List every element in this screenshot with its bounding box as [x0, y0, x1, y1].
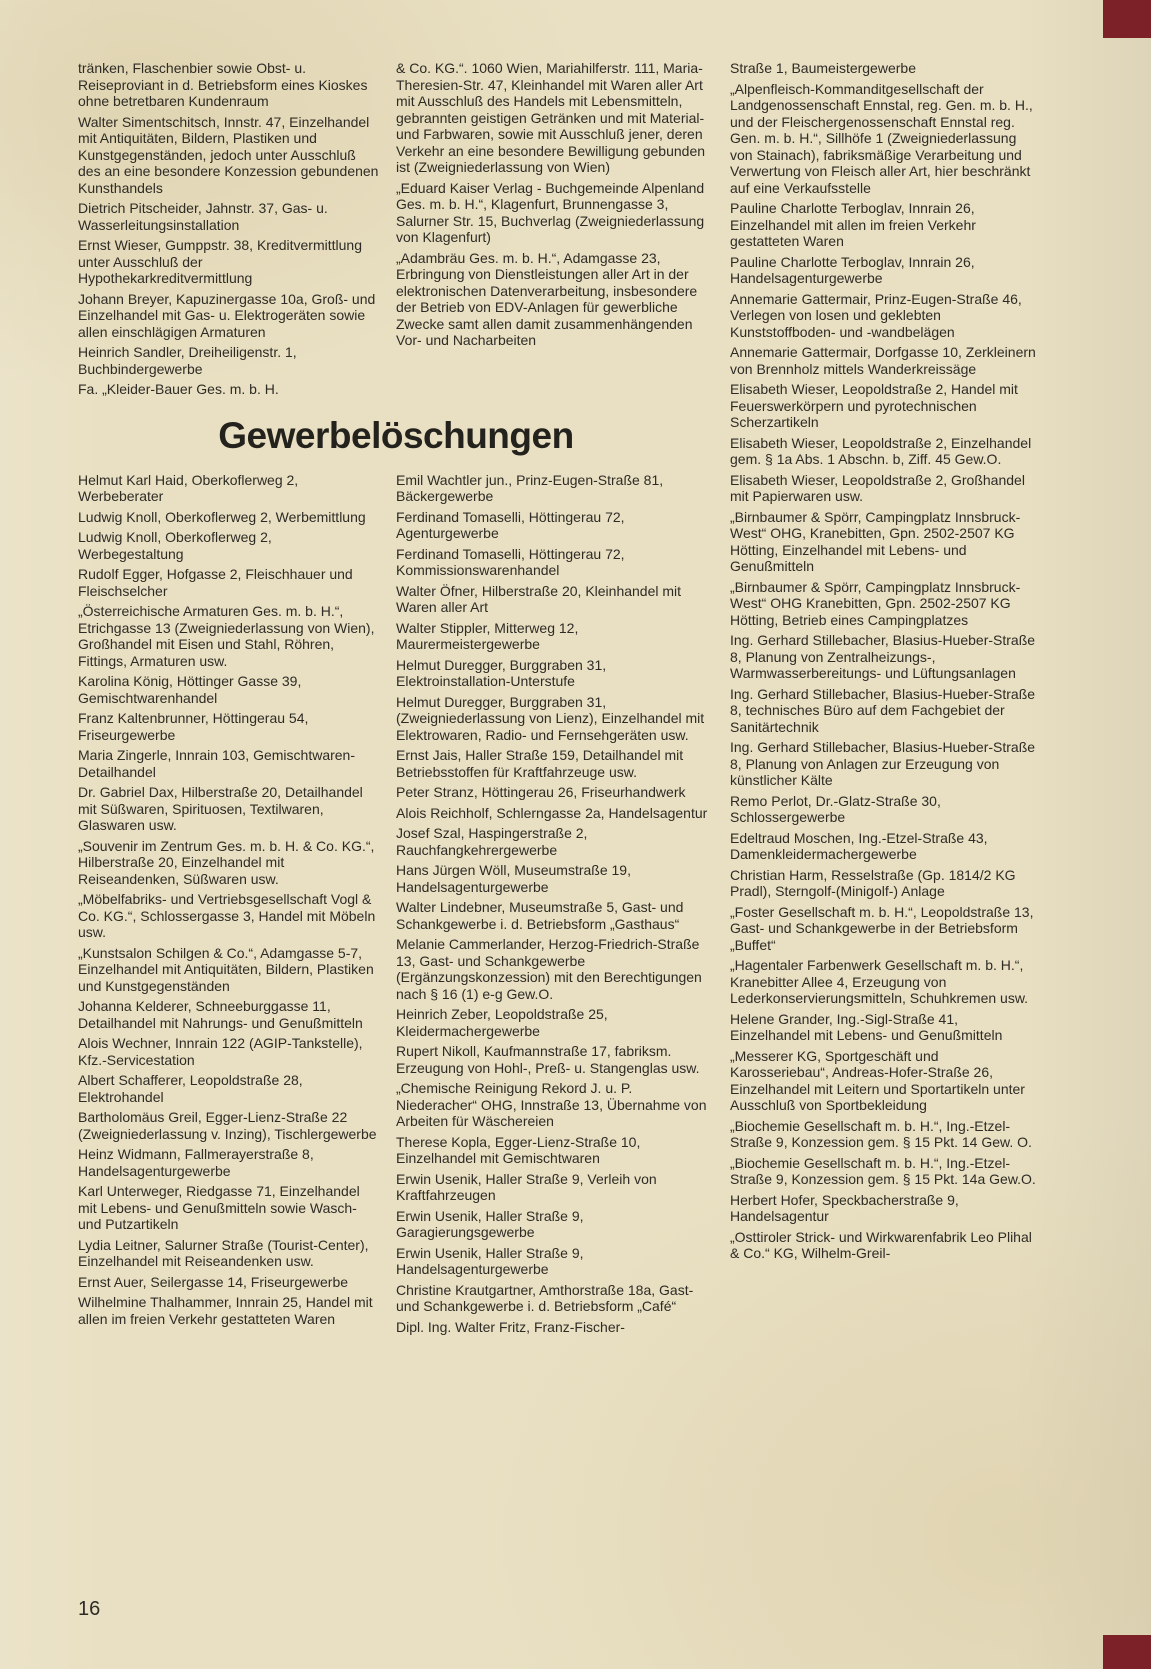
column-2-bottom — [396, 472, 714, 1340]
registry-entry: „Biochemie Gesellschaft m. b. H.“, Ing.-Etzel-Straße 9, Konzession gem. § 15 Pkt. 14a Gew.O. — [730, 1154, 1036, 1187]
registry-entry: Johann Breyer, Kapuzinergasse 10a, Groß- und Einzelhandel mit Gas- u. Elektrogeräten sowie allen einschlägigen Armaturen — [78, 290, 376, 340]
section-heading: Gewerbelöschungen — [218, 414, 574, 456]
column-1-bottom — [78, 472, 380, 1332]
registry-entry: Fa. „Kleider-Bauer Ges. m. b. H. — [78, 381, 279, 397]
registry-entry: Ing. Gerhard Stillebacher, Blasius-Hueber-Straße 8, Planung von Zentralheizungs-, Warmwasserbereitungs- und Lüftungsanlagen — [730, 632, 1036, 681]
registry-entry: Melanie Cammerlander, Herzog-Friedrich-Straße 13, Gast- und Schankgewerbe (Ergänzungskonzession) mit den Berechtigungen nach § 16 (1) e-g Gew.O. — [396, 936, 702, 1002]
registry-entry: Lydia Leitner, Salurner Straße (Tourist-Center), Einzelhandel mit Reiseandenken usw. — [78, 1236, 369, 1269]
page-content — [78, 60, 1041, 1339]
top-row — [78, 60, 714, 402]
registry-entry: Albert Schafferer, Leopoldstraße 28, Elektrohandel — [78, 1072, 303, 1105]
registry-entry: „Biochemie Gesellschaft m. b. H.“, Ing.-Etzel-Straße 9, Konzession gem. § 15 Pkt. 14 Gew. O. — [730, 1117, 1032, 1150]
registry-entry: Erwin Usenik, Haller Straße 9, Garagierungsgewerbe — [396, 1207, 584, 1240]
registry-entry: Alois Reichholf, Schlerngasse 2a, Handelsagentur — [396, 804, 708, 821]
registry-entry: Helmut Duregger, Burggraben 31, (Zweigniederlassung von Lienz), Einzelhandel mit Elektrowaren, Radio- und Fernsehgeräten usw. — [396, 693, 705, 743]
registry-entry: Walter Simentschitsch, Innstr. 47, Einzelhandel mit Antiquitäten, Bildern, Plastiken und Kunstgegenständen, jedoch unter Ausschluß des an eine besondere Konzession gebundenen Kunsthandels — [78, 113, 379, 196]
registry-entry: Elisabeth Wieser, Leopoldstraße 2, Einzelhandel gem. § 1a Abs. 1 Abschn. b, Ziff. 45 Gew.O. — [730, 434, 1032, 467]
registry-entry: Helene Grander, Ing.-Sigl-Straße 41, Einzelhandel mit Lebens- und Genußmitteln — [730, 1010, 1003, 1043]
registry-entry: Herbert Hofer, Speckbacherstraße 9, Handelsagentur — [730, 1191, 959, 1224]
left-columns-block — [78, 60, 714, 1339]
registry-entry: Franz Kaltenbrunner, Höttingerau 54, Friseurgewerbe — [78, 710, 309, 743]
registry-entry: „Souvenir im Zentrum Ges. m. b. H. & Co. KG.“, Hilberstraße 20, Einzelhandel mit Reiseandenken, Süßwaren usw. — [78, 837, 375, 887]
registry-entry: „Osttiroler Strick- und Wirkwarenfabrik Leo Plihal & Co.“ KG, Wilhelm-Greil- — [730, 1228, 1032, 1261]
registry-entry: Karl Unterweger, Riedgasse 71, Einzelhandel mit Lebens- und Genußmitteln sowie Wasch- und Putzartikeln — [78, 1183, 360, 1232]
registry-entry: Wilhelmine Thalhammer, Innrain 25, Handel mit allen im freien Verkehr gestatteten Waren — [78, 1294, 373, 1327]
registry-entry: Helmut Duregger, Burggraben 31, Elektroinstallation-Unterstufe — [396, 656, 607, 689]
column-3 — [730, 60, 1041, 1266]
registry-entry: Helmut Karl Haid, Oberkoflerweg 2, Werbeberater — [78, 471, 299, 504]
registry-entry: Ing. Gerhard Stillebacher, Blasius-Hueber-Straße 8, Planung von Anlagen zur Erzeugung von künstlicher Kälte — [730, 739, 1036, 788]
registry-entry: Heinrich Sandler, Dreiheiligenstr. 1, Buchbindergewerbe — [78, 344, 297, 377]
registry-entry: Rupert Nikoll, Kaufmannstraße 17, fabriksm. Erzeugung von Hohl-, Preß- u. Stangenglas usw. — [396, 1043, 700, 1076]
registry-entry: Annemarie Gattermair, Dorfgasse 10, Zerkleinern von Brennholz mittels Wanderkreissäge — [730, 344, 1036, 377]
registry-entry: Ludwig Knoll, Oberkoflerweg 2, Werbegestaltung — [78, 529, 272, 562]
registry-entry: Emil Wachtler jun., Prinz-Eugen-Straße 81, Bäckergewerbe — [396, 471, 664, 504]
registry-entry: „Eduard Kaiser Verlag - Buchgemeinde Alpenland Ges. m. b. H.“, Klagenfurt, Brunnengasse 3, Salurner Str. 15, Buchverlag (Zweigniederlassung von Klagenfurt) — [396, 179, 705, 245]
registry-entry: Pauline Charlotte Terboglav, Innrain 26, Handelsagenturgewerbe — [730, 253, 975, 286]
registry-entry: Remo Perlot, Dr.-Glatz-Straße 30, Schlossergewerbe — [730, 792, 941, 825]
registry-entry: Walter Lindebner, Museumstraße 5, Gast- und Schankgewerbe i. d. Betriebsform „Gasthaus“ — [396, 899, 684, 932]
registry-entry: Johanna Kelderer, Schneeburggasse 11, Detailhandel mit Nahrungs- und Genußmitteln — [78, 998, 363, 1031]
registry-entry: Maria Zingerle, Innrain 103, Gemischtwaren-Detailhandel — [78, 747, 356, 780]
registry-entry: Christian Harm, Resselstraße (Gp. 1814/2 KG Pradl), Sterngolf-(Minigolf-) Anlage — [730, 866, 1016, 899]
registry-entry: Heinz Widmann, Fallmerayerstraße 8, Handelsagenturgewerbe — [78, 1146, 314, 1179]
registry-entry: Erwin Usenik, Haller Straße 9, Verleih von Kraftfahrzeugen — [396, 1170, 657, 1203]
registry-entry: Hans Jürgen Wöll, Museumstraße 19, Handelsagenturgewerbe — [396, 862, 631, 895]
registry-entry: „Foster Gesellschaft m. b. H.“, Leopoldstraße 13, Gast- und Schankgewerbe in der Betriebsform „Buffet“ — [730, 903, 1034, 953]
registry-entry: Ferdinand Tomaselli, Höttingerau 72, Kommissionswarenhandel — [396, 545, 625, 578]
bottom-row — [78, 472, 714, 1340]
red-corner-mark-top — [1103, 0, 1151, 38]
registry-entry: Ernst Wieser, Gumppstr. 38, Kreditvermittlung unter Ausschluß der Hypothekarkreditvermittlung — [78, 237, 362, 286]
registry-entry: & Co. KG.“. 1060 Wien, Mariahilferstr. 111, Maria-Theresien-Str. 47, Kleinhandel mit Waren aller Art mit Ausschluß des Handels mit Lebensmitteln, gebrannten geistigen Getränken und mit Material- und Farbwaren, sowie mit Ausschluß jener, deren Verkehr an eine besondere Bewilligung gebunden ist (Zweigniederlassung von Wien) — [396, 60, 706, 175]
registry-entry: „Möbelfabriks- und Vertriebsgesellschaft Vogl & Co. KG.“, Schlossergasse 3, Handel mit Möbeln usw. — [78, 891, 376, 940]
registry-entry: Therese Kopla, Egger-Lienz-Straße 10, Einzelhandel mit Gemischtwaren — [396, 1133, 641, 1166]
registry-entry: Alois Wechner, Innrain 122 (AGIP-Tankstelle), Kfz.-Servicestation — [78, 1035, 363, 1068]
registry-entry: Dr. Gabriel Dax, Hilberstraße 20, Detailhandel mit Süßwaren, Spirituosen, Textilwaren, Glaswaren usw. — [78, 784, 363, 833]
registry-entry: Peter Stranz, Höttingerau 26, Friseurhandwerk — [396, 784, 686, 800]
registry-entry: „Birnbaumer & Spörr, Campingplatz Innsbruck-West“ OHG, Kranebitten, Gpn. 2502-2507 KG Hötting, Einzelhandel mit Lebens- und Genußmitteln — [730, 508, 1021, 574]
registry-entry: Ferdinand Tomaselli, Höttingerau 72, Agenturgewerbe — [396, 508, 625, 541]
registry-entry: Ernst Auer, Seilergasse 14, Friseurgewerbe — [78, 1273, 349, 1290]
registry-entry: Ing. Gerhard Stillebacher, Blasius-Hueber-Straße 8, technisches Büro auf dem Fachgebiet der Sanitärtechnik — [730, 685, 1036, 735]
registry-entry: „Chemische Reinigung Rekord J. u. P. Niederacher“ OHG, Innstraße 13, Übernahme von Arbeiten für Wäschereien — [396, 1080, 707, 1129]
column-2-top — [396, 60, 714, 353]
red-corner-mark-bottom — [1103, 1635, 1151, 1669]
registry-entry: „Kunstsalon Schilgen & Co.“, Adamgasse 5-7, Einzelhandel mit Antiquitäten, Bildern, Plastiken und Kunstgegenständen — [78, 944, 374, 994]
registry-entry: „Österreichische Armaturen Ges. m. b. H.“, Etrichgasse 13 (Zweigniederlassung von Wien), Großhandel mit Eisen und Stahl, Röhren, Fittings, Armaturen usw. — [78, 603, 375, 669]
registry-entry: „Alpenfleisch-Kommanditgesellschaft der Landgenossenschaft Ennstal, reg. Gen. m. b. H., und der Fleischergenossenschaft Ennstal reg. Gen. m. b. H.“, Sillhöfe 1 (Zweigniederlassung von Stainach), fabriksmäßige Verarbeitung und Verwertung von Fleisch aller Art, hier beschränkt auf eine Verkaufsstelle — [730, 80, 1033, 196]
registry-entry: Straße 1, Baumeistergewerbe — [730, 60, 916, 76]
registry-entry: „Hagentaler Farbenwerk Gesellschaft m. b. H.“, Kranebitter Allee 4, Erzeugung von Lederkonservierungsmitteln, Schuhkremen usw. — [730, 957, 1029, 1006]
registry-entry: Edeltraud Moschen, Ing.-Etzel-Straße 43, Damenkleidermachergewerbe — [730, 829, 988, 862]
registry-entry: Christine Krautgartner, Amthorstraße 18a, Gast- und Schankgewerbe i. d. Betriebsform „Café“ — [396, 1281, 694, 1314]
registry-entry: Erwin Usenik, Haller Straße 9, Handelsagenturgewerbe — [396, 1244, 584, 1277]
registry-entry: Rudolf Egger, Hofgasse 2, Fleischhauer und Fleischselcher — [78, 566, 353, 599]
registry-entry: „Adambräu Ges. m. b. H.“, Adamgasse 23, Erbringung von Dienstleistungen aller Art in der elektronischen Datenverarbeitung, insbesondere der Betrieb von EDV-Anlagen für gewerbliche Zwecke samt allen damit zusammenhängenden Vor- und Nacharbeiten — [396, 249, 698, 348]
registry-entry: Karolina König, Höttinger Gasse 39, Gemischtwarenhandel — [78, 673, 302, 706]
page-number: 16 — [78, 1598, 101, 1620]
registry-entry: Ludwig Knoll, Oberkoflerweg 2, Werbemittlung — [78, 508, 366, 525]
registry-entry: Dipl. Ing. Walter Fritz, Franz-Fischer- — [396, 1318, 625, 1335]
registry-entry: Heinrich Zeber, Leopoldstraße 25, Kleidermachergewerbe — [396, 1006, 608, 1039]
column-1-top — [78, 60, 380, 402]
registry-entry: Bartholomäus Greil, Egger-Lienz-Straße 22 (Zweigniederlassung v. Inzing), Tischlergewerbe — [78, 1109, 377, 1142]
registry-entry: Pauline Charlotte Terboglav, Innrain 26, Einzelhandel mit allen im freien Verkehr gestatteten Waren — [730, 200, 976, 249]
registry-entry: Annemarie Gattermair, Prinz-Eugen-Straße 46, Verlegen von losen und geklebten Kunststoffboden- und -wandbelägen — [730, 290, 1022, 340]
registry-entry: Ernst Jais, Haller Straße 159, Detailhandel mit Betriebsstoffen für Kraftfahrzeuge usw. — [396, 747, 684, 780]
registry-entry: Walter Stippler, Mitterweg 12, Maurermeistergewerbe — [396, 619, 579, 652]
registry-entry: Elisabeth Wieser, Leopoldstraße 2, Handel mit Feuerswerkörpern und pyrotechnischen Scherzartikeln — [730, 381, 1018, 430]
registry-entry: „Birnbaumer & Spörr, Campingplatz Innsbruck-West“ OHG Kranebitten, Gpn. 2502-2507 KG Hötting, Betrieb eines Campingplatzes — [730, 578, 1021, 628]
registry-entry: Dietrich Pitscheider, Jahnstr. 37, Gas- u. Wasserleitungsinstallation — [78, 200, 328, 233]
registry-entry: „Messerer KG, Sportgeschäft und Karosseriebau“, Andreas-Hofer-Straße 26, Einzelhandel mit Leitern und Sportartikeln unter Ausschluß von Sportbekleidung — [730, 1047, 1025, 1113]
registry-entry: Josef Szal, Haspingerstraße 2, Rauchfangkehrergewerbe — [396, 825, 588, 858]
registry-entry: Elisabeth Wieser, Leopoldstraße 2, Großhandel mit Papierwaren usw. — [730, 471, 1025, 504]
registry-entry: Walter Öfner, Hilberstraße 20, Kleinhandel mit Waren aller Art — [396, 582, 682, 615]
registry-entry: tränken, Flaschenbier sowie Obst- u. Reiseproviant in d. Betriebsform eines Kioskes ohne betretbaren Kundenraum — [78, 60, 368, 109]
